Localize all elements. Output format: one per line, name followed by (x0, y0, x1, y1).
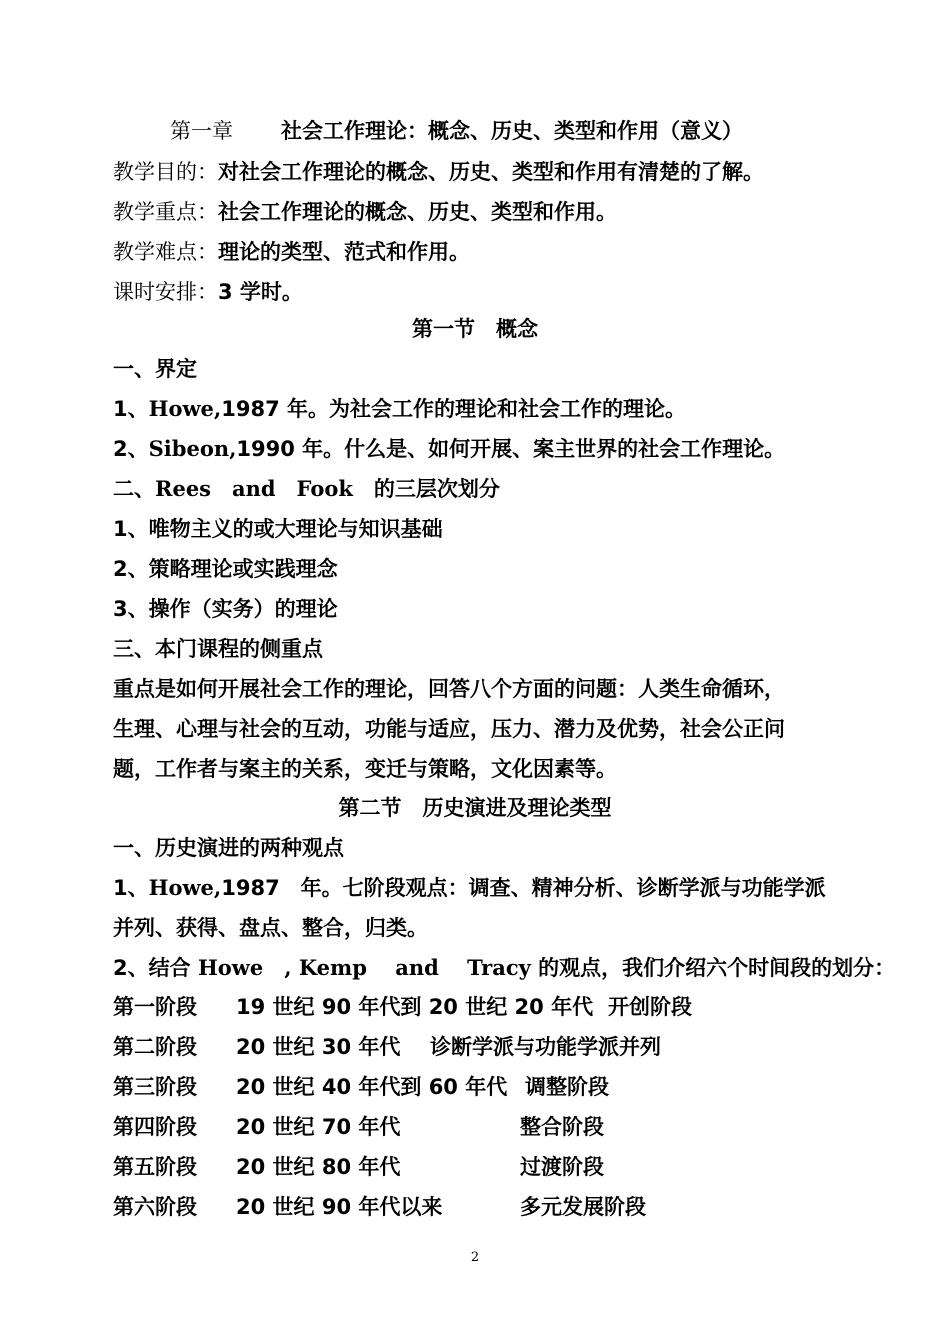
stage-name: 调整阶段 (525, 1075, 609, 1099)
list-item (113, 873, 826, 903)
chapter-title: 社会工作理论：概念、历史、类型和作用（意义） (281, 119, 743, 143)
heading-course-focus: 三、本门课程的侧重点 (113, 637, 323, 661)
stage-label: 第一阶段 (113, 995, 197, 1019)
stage-period: 19 世纪 90 年代到 20 世纪 20 年代 (236, 995, 594, 1019)
item-number: 1、 (113, 876, 149, 900)
item-text: 的观点，我们介绍六个时间段的划分： (530, 956, 896, 980)
stage-label: 第四阶段 (113, 1115, 197, 1139)
meta-label: 教学难点： (113, 240, 218, 264)
item-author: Howe, (148, 875, 222, 900)
list-item (113, 394, 686, 424)
list-item: 2、策略理论或实践理念 (113, 557, 338, 581)
item-author: Sibeon, (148, 436, 237, 461)
heading-two-views: 一、历史演进的两种观点 (113, 836, 344, 860)
heading-three-levels (113, 474, 500, 504)
list-item (113, 953, 895, 983)
stage-label: 第五阶段 (113, 1155, 197, 1179)
meta-label: 教学目的： (113, 160, 218, 184)
meta-difficulty (113, 237, 470, 267)
stage-period: 20 世纪 30 年代 (236, 1035, 401, 1059)
stage-label: 第二阶段 (113, 1035, 197, 1059)
stage-label: 第三阶段 (113, 1075, 197, 1099)
page-number: 2 (470, 1250, 480, 1265)
chapter-heading (170, 116, 743, 146)
meta-value: 社会工作理论的概念、历史、类型和作用。 (218, 200, 617, 224)
stage-period: 20 世纪 90 年代以来 (236, 1195, 443, 1219)
heading-definition: 一、界定 (113, 357, 197, 381)
stage-name: 过渡阶段 (520, 1155, 604, 1179)
stage-name: 多元发展阶段 (520, 1195, 646, 1219)
heading-authors: Rees and Fook (155, 476, 353, 501)
meta-value: 对社会工作理论的概念、历史、类型和作用有清楚的了解。 (218, 160, 764, 184)
stage-period: 20 世纪 80 年代 (236, 1155, 401, 1179)
list-item: 1、唯物主义的或大理论与知识基础 (113, 517, 443, 541)
stage-name: 诊断学派与功能学派并列 (430, 1035, 661, 1059)
meta-focus (113, 197, 617, 227)
chapter-label: 第一章 (170, 119, 233, 143)
stage-period: 20 世纪 70 年代 (236, 1115, 401, 1139)
paragraph-line: 重点是如何开展社会工作的理论，回答八个方面的问题：人类生命循环， (113, 677, 785, 701)
list-item (113, 434, 785, 464)
item-text: 1987 年。为社会工作的理论和社会工作的理论。 (221, 397, 686, 421)
stage-period: 20 世纪 40 年代到 60 年代 (236, 1075, 508, 1099)
meta-hours (113, 277, 303, 307)
item-number: 2、 (113, 437, 149, 461)
meta-value: 理论的类型、范式和作用。 (218, 240, 470, 264)
meta-objective (113, 157, 764, 187)
item-authors: Howe , Kemp and Tracy (197, 955, 531, 980)
item-text: 1990 年。什么是、如何开展、案主世界的社会工作理论。 (236, 437, 786, 461)
heading-suffix: 的三层次划分 (352, 477, 500, 501)
paragraph-line: 生理、心理与社会的互动，功能与适应，压力、潜力及优势，社会公正问 (113, 717, 785, 741)
meta-label: 教学重点： (113, 200, 218, 224)
item-author: Howe, (148, 396, 222, 421)
heading-prefix: 二、 (113, 477, 155, 501)
paragraph-line: 题，工作者与案主的关系，变迁与策略，文化因素等。 (113, 757, 617, 781)
item-number: 2、结合 (113, 956, 198, 980)
meta-label: 课时安排： (113, 280, 218, 304)
section-title: 第一节 概念 (412, 317, 538, 341)
list-item: 3、操作（实务）的理论 (113, 597, 338, 621)
item-number: 1、 (113, 397, 149, 421)
item-text: 1987 年。七阶段观点：调查、精神分析、诊断学派与功能学派 (221, 876, 826, 900)
stage-name: 开创阶段 (608, 995, 692, 1019)
section-title: 第二节 历史演进及理论类型 (338, 796, 612, 820)
stage-label: 第六阶段 (113, 1195, 197, 1219)
stage-name: 整合阶段 (520, 1115, 604, 1139)
paragraph-line: 并列、获得、盘点、整合，归类。 (113, 916, 428, 940)
meta-value: 3 学时。 (218, 280, 303, 304)
